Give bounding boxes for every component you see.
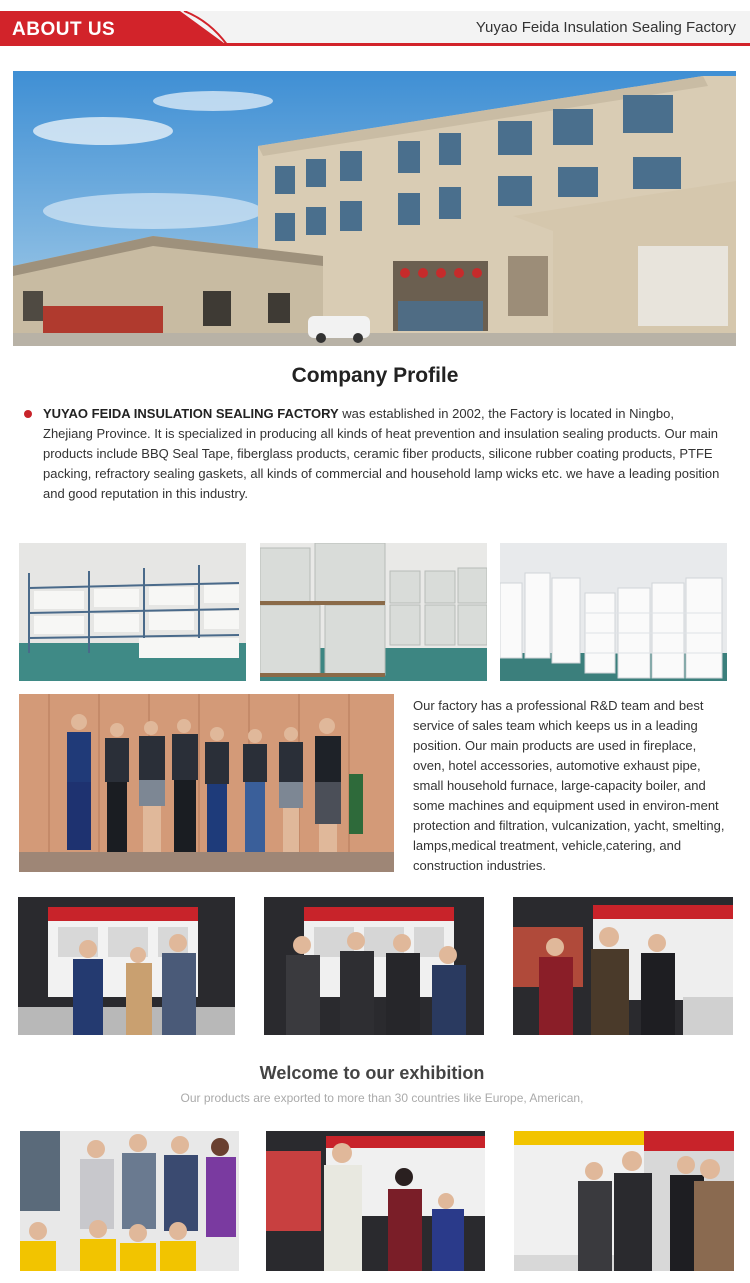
company-description: was established in 2002, the Factory is located in Ningbo, Zhejiang Province. It is specialized in producing all kinds of heat prevention and insulation sealing products. Our main products include BBQ Seal Tape, fiberglass products, ceramic fiber products, silicone rubber coating products, PTFE packing, refractory sealing gaskets, all kinds of commercial and household lamp wicks etc. we have a leading position and good reputation in this industry. bbox=[43, 406, 720, 501]
company-profile-title: Company Profile bbox=[291, 364, 459, 387]
about-us-header bbox=[0, 0, 750, 48]
exhibition-photo-5 bbox=[266, 1131, 485, 1271]
exhibition-subtitle: Our products are exported to more than 30 countries like Europe, American, bbox=[180, 1091, 584, 1105]
warehouse-photo-rolls bbox=[500, 543, 727, 681]
exhibition-photo-6 bbox=[514, 1131, 734, 1271]
exhibition-photo-2 bbox=[264, 897, 484, 1035]
company-profile-text bbox=[43, 404, 723, 504]
team-description: Our factory has a professional R&D team and best service of sales team which keeps us in a leading position. Our main products are used in fireplace, oven, hotel accessories, automotive exhaust pipe, small household furnace, large-capacity boiler, and some machines and equipment used in environ-ment protection and filtration, vulcanization, yacht, smelting, lamps,medical treatment, vehicle,catering, and construction industries. bbox=[413, 698, 725, 873]
warehouse-photo-pallets bbox=[260, 543, 487, 681]
exhibition-photo-1 bbox=[18, 897, 235, 1035]
warehouse-photo-shelves bbox=[19, 543, 246, 681]
factory-building-photo bbox=[13, 71, 736, 346]
exhibition-photo-4 bbox=[20, 1131, 239, 1271]
exhibition-title: Welcome to our exhibition bbox=[259, 1063, 485, 1083]
team-photo bbox=[19, 694, 394, 872]
exhibition-photo-3 bbox=[513, 897, 733, 1035]
header-title: ABOUT US bbox=[12, 19, 116, 40]
bullet-dot bbox=[24, 410, 32, 418]
company-name: YUYAO FEIDA INSULATION SEALING FACTORY bbox=[43, 406, 339, 421]
header-subtitle: Yuyao Feida Insulation Sealing Factory bbox=[475, 19, 736, 36]
